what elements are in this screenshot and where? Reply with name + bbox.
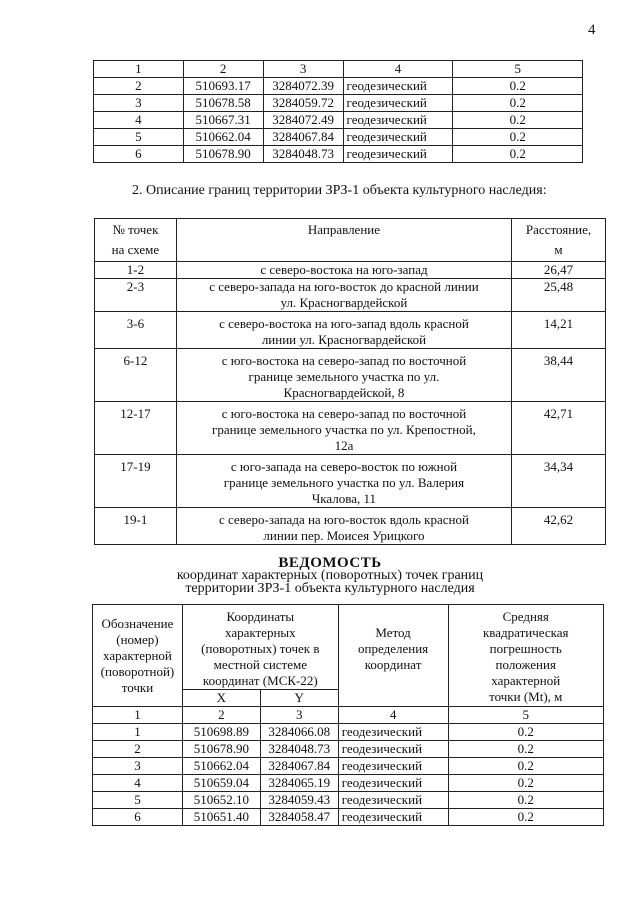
direction-line: с северо-запада на юго-восток вдоль красной [218, 512, 469, 527]
header-line: координат (МСК-22) [202, 673, 318, 688]
table-row [94, 95, 583, 112]
method: геодезический [338, 792, 448, 809]
accuracy: 0.2 [453, 112, 583, 129]
header-line: местной системе [213, 657, 307, 672]
column-number: 1 [93, 707, 183, 724]
column-number: 5 [448, 707, 604, 724]
method-header [338, 605, 448, 707]
header-cell: 3 [263, 61, 343, 78]
header-cell: 4 [343, 61, 453, 78]
distance: 38,44 [512, 349, 606, 402]
accuracy: 0.2 [448, 741, 604, 758]
point-number: 1 [93, 724, 183, 741]
direction-line: с юго-востока на северо-запад по восточной [221, 353, 467, 368]
accuracy: 0.2 [448, 758, 604, 775]
coord-y: 3284067.84 [260, 758, 338, 775]
table-row [95, 312, 606, 349]
table-header-row [95, 219, 606, 262]
table-row [93, 741, 604, 758]
table-row [93, 724, 604, 741]
boundary-description-table [94, 218, 606, 545]
point-range: 6-12 [95, 349, 177, 402]
header-cell: 2 [183, 61, 263, 78]
header-line: Обозначение [101, 615, 174, 631]
direction-line: с северо-востока на юго-запад вдоль красной [219, 316, 469, 331]
accuracy: 0.2 [448, 809, 604, 826]
accuracy: 0.2 [453, 95, 583, 112]
header-line: точки (Mt), м [489, 689, 563, 704]
coord-x: 510659.04 [182, 775, 260, 792]
point-number: 5 [94, 129, 184, 146]
table-row [94, 112, 583, 129]
direction-line: ул. Красногвардейской [280, 295, 408, 310]
direction-line: линии пер. Моисея Урицкого [263, 528, 425, 543]
distance: 14,21 [512, 312, 606, 349]
direction-line: Красногвардейской, 8 [283, 385, 405, 400]
direction-line: с северо-востока на юго-запад [260, 262, 428, 277]
coord-y: 3284067.84 [263, 129, 343, 146]
table-header-row [94, 61, 583, 78]
method: геодезический [343, 112, 453, 129]
coordinates-header [182, 605, 338, 690]
direction-line: границе земельного участка по ул. Крепостной, [212, 422, 476, 437]
x-header: X [182, 690, 260, 707]
coord-y: 3284048.73 [263, 146, 343, 163]
direction [176, 455, 511, 508]
accuracy: 0.2 [448, 724, 604, 741]
direction-header: Направление [176, 219, 511, 262]
direction-line: с юго-востока на северо-запад по восточной [221, 406, 467, 421]
accuracy: 0.2 [453, 146, 583, 163]
header-line: Метод [375, 625, 411, 640]
distance-header [512, 219, 606, 262]
point-range: 12-17 [95, 402, 177, 455]
method: геодезический [338, 724, 448, 741]
header-line: координат [364, 657, 422, 672]
point-designation-header [93, 605, 183, 707]
header-cell: 5 [453, 61, 583, 78]
header-line: (поворотных) точек в [201, 641, 320, 656]
header-line: погрешность [489, 641, 562, 656]
point-range: 3-6 [95, 312, 177, 349]
coord-y: 3284048.73 [260, 741, 338, 758]
accuracy: 0.2 [448, 775, 604, 792]
vedomost-subtitle-line-1: координат характерных (поворотных) точек границ [176, 568, 484, 583]
direction-line: границе земельного участка по ул. Валерия [223, 475, 465, 490]
page-number: 4 [588, 22, 596, 38]
header-line: характерной [491, 673, 561, 688]
coord-x: 510662.04 [182, 758, 260, 775]
header-line: (номер) [116, 631, 159, 647]
coord-x: 510662.04 [183, 129, 263, 146]
header-line: на схеме [111, 242, 160, 257]
point-range: 2-3 [95, 279, 177, 312]
column-number: 2 [182, 707, 260, 724]
table-row [95, 402, 606, 455]
coord-y: 3284066.08 [260, 724, 338, 741]
header-line: м [554, 242, 563, 257]
coord-y: 3284059.72 [263, 95, 343, 112]
header-line: положения [495, 657, 556, 672]
header-line: Средняя [502, 609, 549, 624]
header-line: Координаты [226, 609, 295, 624]
table-header-row [93, 605, 604, 690]
table-row [93, 792, 604, 809]
direction-line: границе земельного участка по ул. [248, 369, 440, 384]
distance: 42,62 [512, 508, 606, 545]
table-row [93, 758, 604, 775]
distance: 34,34 [512, 455, 606, 508]
point-number: 6 [93, 809, 183, 826]
header-line: (поворотной) [100, 663, 175, 679]
distance: 26,47 [512, 262, 606, 279]
table-row [94, 146, 583, 163]
coord-x: 510667.31 [183, 112, 263, 129]
section-2-caption: 2. Описание границ территории ЗРЗ-1 объекта культурного наследия: [132, 183, 547, 198]
point-number: 5 [93, 792, 183, 809]
direction [176, 312, 511, 349]
table-row [93, 809, 604, 826]
point-number: 2 [93, 741, 183, 758]
distance: 42,71 [512, 402, 606, 455]
header-line: квадратическая [482, 625, 569, 640]
table-row [95, 508, 606, 545]
direction [176, 349, 511, 402]
point-number: 3 [94, 95, 184, 112]
method: геодезический [338, 758, 448, 775]
point-number: 2 [94, 78, 184, 95]
distance: 25,48 [512, 279, 606, 312]
method: геодезический [338, 775, 448, 792]
table-row [95, 349, 606, 402]
table-row [94, 78, 583, 95]
coord-x: 510651.40 [182, 809, 260, 826]
accuracy: 0.2 [448, 792, 604, 809]
point-range: 1-2 [95, 262, 177, 279]
point-range: 19-1 [95, 508, 177, 545]
coord-x: 510678.90 [183, 146, 263, 163]
accuracy: 0.2 [453, 78, 583, 95]
coord-x: 510698.89 [182, 724, 260, 741]
direction [176, 402, 511, 455]
header-line: № точек [112, 222, 159, 237]
table-row [95, 279, 606, 312]
coord-x: 510678.90 [182, 741, 260, 758]
direction [176, 279, 511, 312]
column-number: 4 [338, 707, 448, 724]
point-number: 3 [93, 758, 183, 775]
coord-x: 510693.17 [183, 78, 263, 95]
direction-line: 12а [334, 438, 354, 453]
points-header [95, 219, 177, 262]
header-line: точки [121, 679, 154, 695]
table-row [95, 262, 606, 279]
direction [176, 508, 511, 545]
vedomost-coordinates-table [92, 604, 604, 826]
header-cell: 1 [94, 61, 184, 78]
vedomost-subtitle-line-2: территории ЗРЗ-1 объекта культурного наследия [185, 581, 475, 596]
table-row [95, 455, 606, 508]
direction-line: линии ул. Красногвардейской [261, 332, 427, 347]
method: геодезический [343, 78, 453, 95]
coord-y: 3284059.43 [260, 792, 338, 809]
header-line: определения [358, 641, 429, 656]
coord-y: 3284065.19 [260, 775, 338, 792]
direction-line: с юго-запада на северо-восток по южной [230, 459, 458, 474]
accuracy: 0.2 [453, 129, 583, 146]
header-line: характерной [103, 647, 172, 663]
method: геодезический [343, 146, 453, 163]
point-number: 4 [93, 775, 183, 792]
direction-line: Чкалова, 11 [311, 491, 377, 506]
vedomost-title: ВЕДОМОСТЬ [278, 555, 382, 571]
point-number: 4 [94, 112, 184, 129]
method: геодезический [338, 741, 448, 758]
direction-line: с северо-запада на юго-восток до красной линии [209, 279, 479, 294]
coord-y: 3284072.49 [263, 112, 343, 129]
table-row [94, 129, 583, 146]
header-line: характерных [224, 625, 296, 640]
y-header: Y [260, 690, 338, 707]
direction [176, 262, 511, 279]
coord-y: 3284072.39 [263, 78, 343, 95]
coord-x: 510652.10 [182, 792, 260, 809]
coordinates-table-continued [93, 60, 583, 163]
point-number: 6 [94, 146, 184, 163]
coord-x: 510678.58 [183, 95, 263, 112]
method: геодезический [338, 809, 448, 826]
column-number: 3 [260, 707, 338, 724]
header-line: Расстояние, [525, 222, 592, 237]
accuracy-header [448, 605, 604, 707]
method: геодезический [343, 95, 453, 112]
method: геодезический [343, 129, 453, 146]
coord-y: 3284058.47 [260, 809, 338, 826]
table-number-row [93, 707, 604, 724]
table-row [93, 775, 604, 792]
point-range: 17-19 [95, 455, 177, 508]
